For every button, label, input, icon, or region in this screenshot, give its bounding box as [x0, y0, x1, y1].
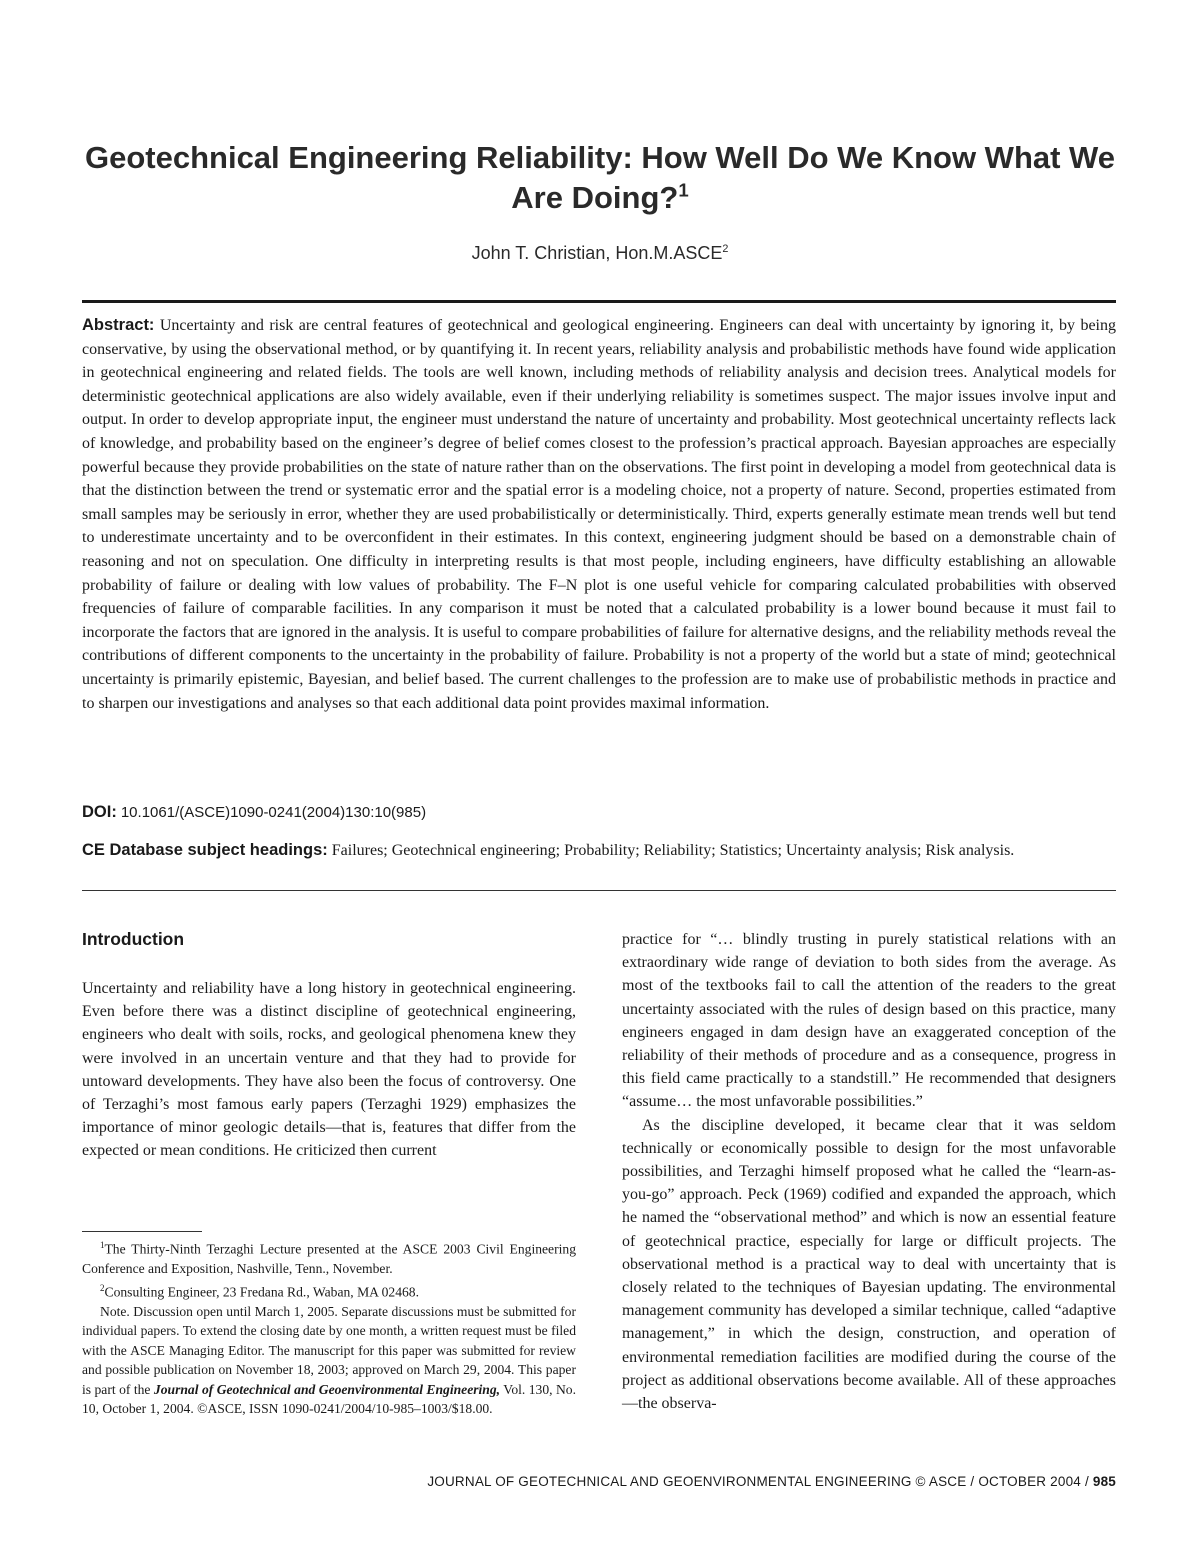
discussion-note-text: Note. Discussion open until March 1, 2005. Separate discussions must be submitted for individual papers. To extend the closing date by one month, a written request must be filed with the ASCE Managing Editor. The manuscript for this paper was submitted for review and possible publication on November 18, 2003; approved on March 29, 2004. This paper is part of the [82, 1303, 576, 1397]
footnote-1 [82, 1236, 576, 1279]
author-line [60, 243, 1140, 264]
author-name: John T. Christian, Hon.M.ASCE [471, 243, 723, 263]
subject-headings [82, 838, 1116, 863]
subject-headings-value: Failures; Geotechnical engineering; Probability; Reliability; Statistics; Uncertainty analysis; Risk analysis. [331, 842, 1015, 859]
footnote-2-mark: 2 [100, 1282, 105, 1293]
footer-journal-text: JOURNAL OF GEOTECHNICAL AND GEOENVIRONMENTAL ENGINEERING © ASCE / OCTOBER 2004 / [427, 1474, 1089, 1489]
doi-label: DOI: [82, 803, 117, 821]
abstract-top-rule [82, 300, 1116, 303]
abstract-bottom-rule [82, 890, 1116, 891]
title-footnote-mark: 1 [678, 179, 689, 201]
right-column [622, 928, 1116, 1415]
doi-line [82, 803, 1116, 822]
footnote-rule [82, 1231, 202, 1232]
page-number: 985 [1092, 1474, 1116, 1489]
citation-text: Vol. 130, No. 10, October 1, 2004. ©ASCE, ISSN 1090-0241/2004/10-985–1003/$18.00. [82, 1381, 576, 1417]
paper-title [60, 138, 1140, 218]
section-heading-introduction: Introduction [82, 929, 185, 949]
footnote-2 [82, 1279, 576, 1302]
footnote-1-mark: 1 [100, 1240, 105, 1250]
page-footer [82, 1474, 1116, 1489]
journal-name: Journal of Geotechnical and Geoenvironmental Engineering, [153, 1381, 501, 1397]
abstract [82, 314, 1116, 715]
intro-right-paragraph-2: As the discipline developed, it became clear that it was seldom technically or economically possible to design for the most unfavorable possibilities, and Terzaghi himself proposed what he called the “learn-as-you-go” approach. Peck (1969) codified and expanded the approach, which he named the “observational method” and which is now an essential feature of geotechnical practice, especially for large or difficult projects. The observational method is a practical way to deal with uncertainty that is closely related to the techniques of Bayesian updating. The environmental management community has developed a similar technique, called “adaptive management,” in which the design, construction, and operation of environmental remediation facilities are modified during the course of the project as additional observations become available. All of these approaches—the observa- [622, 1116, 1116, 1413]
abstract-label: Abstract: [82, 316, 155, 334]
abstract-text: Uncertainty and risk are central features of geotechnical and geological engineering. Engineers can deal with uncertainty by ignoring it, by being conservative, by using the observational method, or by quantifying it. In recent years, reliability analysis and probabilistic methods have found wide application in geotechnical engineering and related fields. The tools are well known, including methods of reliability analysis and decision trees. Analytical models for deterministic geotechnical applications are also widely available, even if their underlying reliability is sometimes suspect. The major issues involve input and output. In order to develop appropriate input, the engineer must understand the nature of uncertainty and probability. Most geotechnical uncertainty reflects lack of knowledge, and probability based on the engineer’s degree of belief comes closest to the profession’s practical approach. Bayesian approaches are especially powerful because they provide probabilities on the state of nature rather than on the observations. The first point in developing a model from geotechnical data is that the distinction between the trend or systematic error and the spatial error is a modeling choice, not a property of nature. Second, properties estimated from small samples may be seriously in error, whether they are used probabilistically or deterministically. Third, experts generally estimate mean trends well but tend to underestimate uncertainty and to be overconfident in their estimates. In this context, engineering judgment should be based on a demonstrable chain of reasoning and not on speculation. One difficulty in interpreting results is that most people, including engineers, have difficulty establishing an allowable probability of failure or dealing with low values of probability. The F–N plot is one useful vehicle for comparing calculated probabilities with observed frequencies of failure of comparable facilities. In any comparison it must be noted that a calculated probability is a lower bound because it must fail to incorporate the factors that are ignored in the analysis. It is useful to compare probabilities of failure for alternative designs, and the reliability methods reveal the contributions of different components to the uncertainty in the probability of failure. Probability is not a property of the world but a state of mind; geotechnical uncertainty is primarily epistemic, Bayesian, and belief based. The current challenges to the profession are to make use of probabilistic methods in practice and to sharpen our investigations and analyses so that each additional data point provides maximal information. [82, 317, 1117, 712]
intro-right-paragraph-1: practice for “… blindly trusting in purely statistical relations with an extraordinary wide range of deviation to both sides from the average. As most of the textbooks fail to call the attention of the readers to the great uncertainty associated with the rules of design based on this practice, many engineers engaged in dam design have an exaggerated conception of the reliability of their methods of procedure and as a consequence, progress in this field came practically to a standstill.” He recommended that designers “assume… the most unfavorable possibilities.” [622, 931, 1116, 1111]
intro-left-paragraph: Uncertainty and reliability have a long history in geotechnical engineering. Even before there was a distinct discipline of geotechnical engineering, engineers who dealt with soils, rocks, and geological phenomena knew they were involved in an uncertain venture and that they had to provide for untoward developments. They have also been the focus of controversy. One of Terzaghi’s most famous early papers (Terzaghi 1929) emphasizes the importance of minor geologic details—that is, features that differ from the expected or mean conditions. He criticized then current [82, 980, 576, 1160]
footnote-1-text: The Thirty-Ninth Terzaghi Lecture presented at the ASCE 2003 Civil Engineering Conference and Exposition, Nashville, Tenn., November. [82, 1241, 576, 1277]
author-footnote-mark: 2 [722, 243, 729, 255]
paper-title-text: Geotechnical Engineering Reliability: How Well Do We Know What We Are Doing? [84, 140, 1115, 215]
discussion-note [82, 1302, 576, 1419]
doi-value[interactable]: 10.1061/(ASCE)1090-0241(2004)130:10(985) [120, 804, 427, 821]
footnotes [82, 1236, 576, 1419]
subject-headings-label: CE Database subject headings: [82, 841, 328, 859]
footnote-2-text: Consulting Engineer, 23 Fredana Rd., Waban, MA 02468. [104, 1284, 420, 1300]
